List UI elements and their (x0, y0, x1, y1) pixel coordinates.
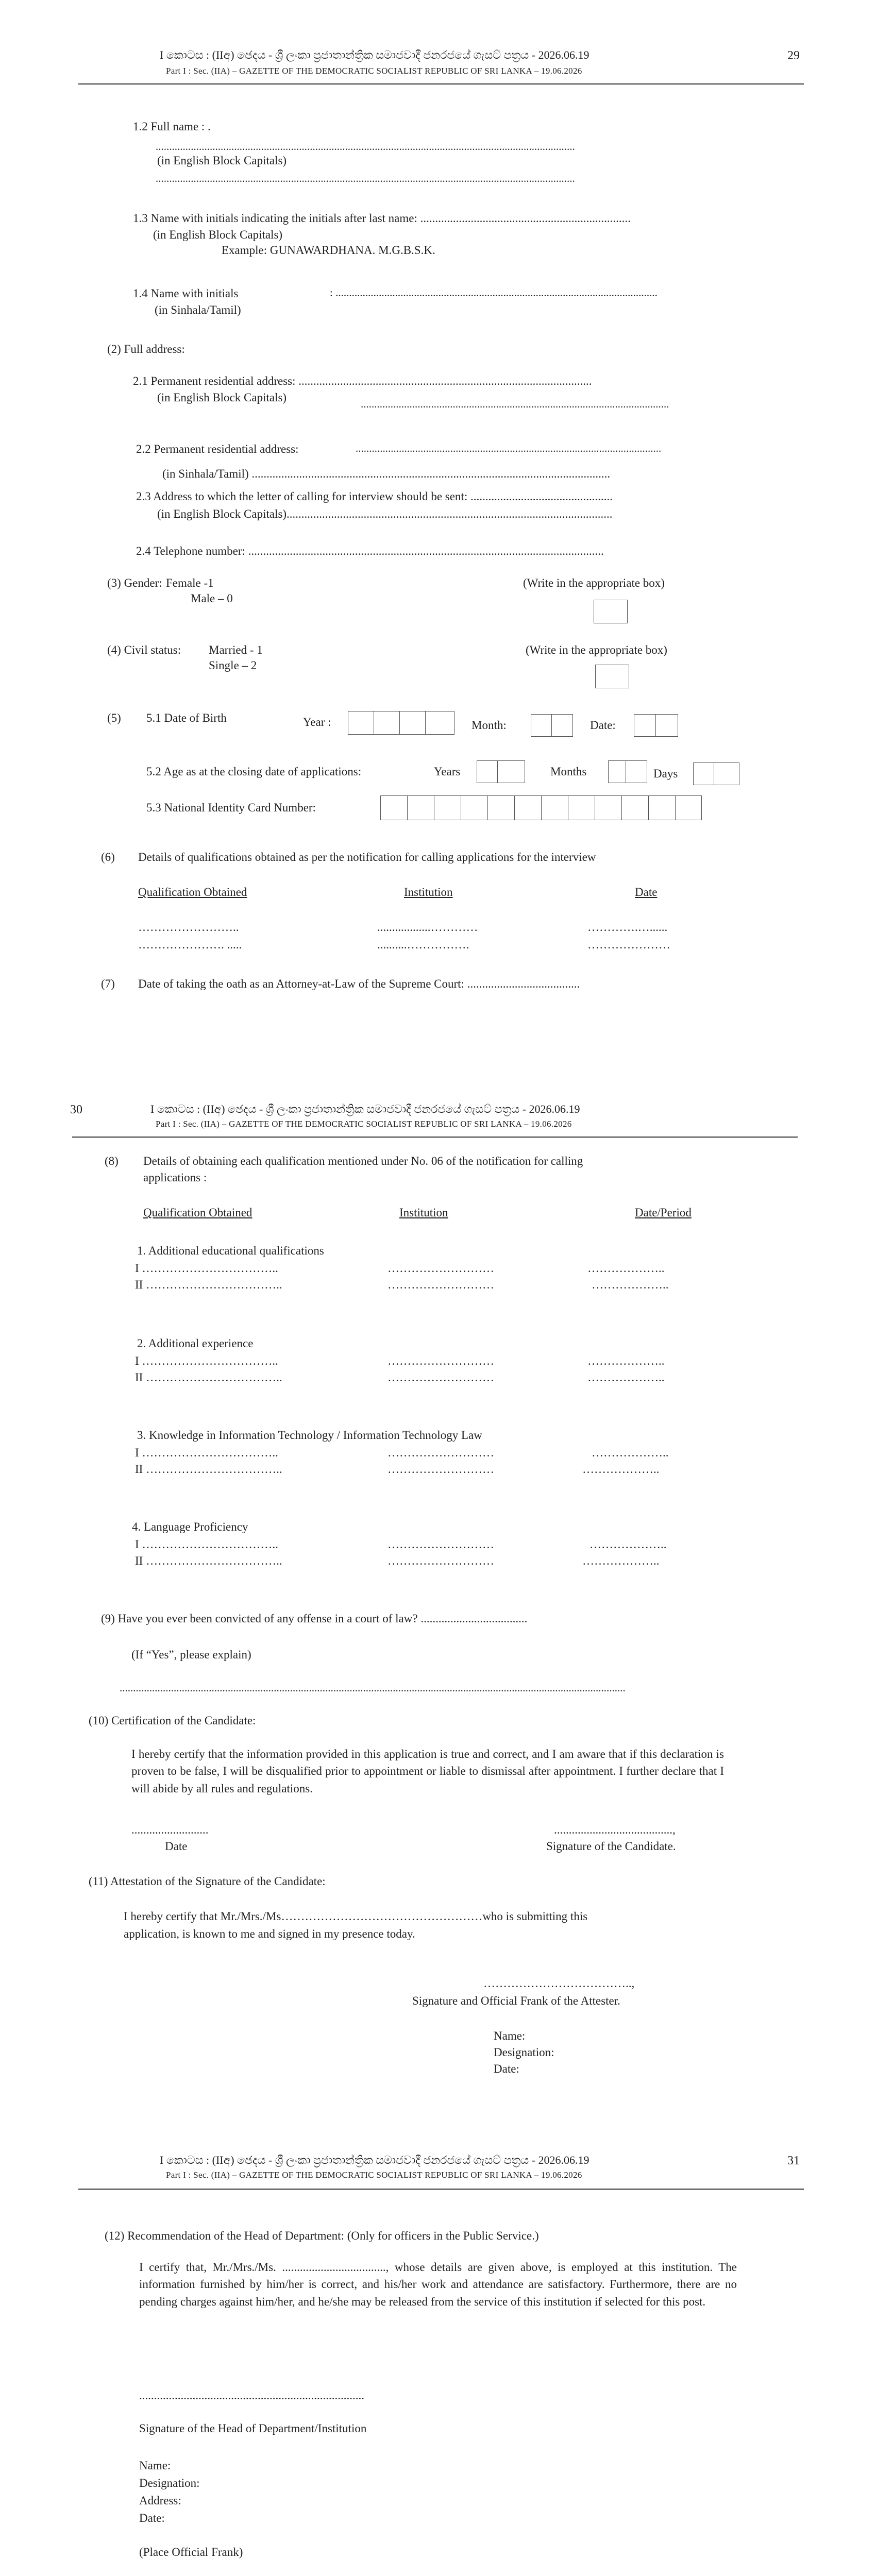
year-digit-box[interactable] (348, 711, 375, 735)
english-block-21: (in English Block Capitals) (157, 391, 287, 404)
full-name-dots: ........................................................................................................................................................... (156, 140, 575, 152)
certification-text: I hereby certify that the information provided in this application is true and correct, and I am aware that if this declaration is proven to be false, I will be disqualified prior to appointment or liable to dismissal after appointment. I further declare that I will abide by all rules and regulations. (131, 1748, 724, 1795)
full-name-dots-2: ........................................................................................................................................................... (156, 172, 575, 184)
row-ii-date: ……………….. (587, 1371, 665, 1384)
col-institution: Institution (399, 1206, 448, 1219)
name-initials-14-label: 1.4 Name with initials (133, 287, 239, 300)
attester-signature-dots: ……………………………….., (483, 1977, 635, 1990)
years-digit-box[interactable] (497, 760, 525, 783)
nic-digit-box[interactable] (568, 795, 596, 820)
nic-digit-box[interactable] (380, 795, 408, 820)
days-digit-box[interactable] (714, 762, 739, 785)
head-address: Address: (139, 2494, 181, 2507)
gazette-header-title: I කොටස : (IIඅ) ඡෙදය - ශ්‍රී ලංකා ප්‍රජාතාන්ත්‍රික සමාජවාදී ජනරජයේ ගැසට් පත්‍රය - 2026.06.19 (150, 1103, 580, 1115)
section-it-knowledge: 3. Knowledge in Information Technology / Information Technology Law (137, 1429, 482, 1442)
qual-row-1-col-1: …………………….. (138, 921, 239, 934)
header-rule (78, 83, 804, 84)
row-ii: II …………………………….. (135, 1371, 282, 1384)
col-date: Date (635, 886, 658, 899)
attestation-text-2: application, is known to me and signed in my presence today. (124, 1927, 415, 1940)
item-8-text-cont: applications : (143, 1171, 207, 1184)
write-box-note-2: (Write in the appropriate box) (526, 643, 667, 656)
row-ii-institution: ……………………… (388, 1278, 494, 1291)
nic-digit-box[interactable] (541, 795, 569, 820)
nic-digit-box[interactable] (487, 795, 515, 820)
page-number: 30 (70, 1103, 82, 1116)
row-i: I …………………………….. (135, 1354, 278, 1367)
days-label: Days (653, 767, 678, 780)
year-digit-box[interactable] (399, 711, 426, 735)
row-i-institution: ……………………… (388, 1538, 494, 1551)
attester-signature-label: Signature and Official Frank of the Attester. (412, 1994, 620, 2007)
gender-male: Male – 0 (191, 592, 233, 605)
month-label: Month: (471, 719, 507, 732)
page-number: 29 (787, 49, 800, 62)
month-digit-box[interactable] (531, 714, 552, 737)
date-label: Date (165, 1840, 188, 1853)
item-5-number: (5) (107, 711, 121, 724)
full-name-label: 1.2 Full name : . (133, 120, 211, 133)
section-language: 4. Language Proficiency (132, 1520, 248, 1533)
date-digit-box[interactable] (634, 714, 656, 737)
qual-row-1-col-2: ..................………… (377, 921, 478, 934)
header-rule (78, 2189, 804, 2190)
official-frank-note: (Place Official Frank) (139, 2546, 243, 2558)
month-digit-box[interactable] (551, 714, 573, 737)
civil-status-label: (4) Civil status: (107, 643, 181, 656)
example-text: Example: GUNAWARDHANA. M.G.B.S.K. (222, 244, 435, 257)
nic-digit-box[interactable] (434, 795, 462, 820)
gender-box[interactable] (594, 600, 628, 623)
full-address-label: (2) Full address: (107, 343, 185, 355)
row-i-institution: ……………………… (388, 1262, 494, 1275)
row-ii-date: ……………….. (592, 1278, 669, 1291)
item-10-heading: (10) Certification of the Candidate: (89, 1714, 256, 1727)
gazette-header-title: I කොටස : (IIඅ) ඡෙදය - ශ්‍රී ලංකා ප්‍රජාතාන්ත්‍රික සමාජවාදී ජනරජයේ ගැසට් පත්‍රය - 2026.06.19 (160, 48, 589, 61)
year-digit-box[interactable] (374, 711, 400, 735)
perm-address-22: 2.2 Permanent residential address: (136, 443, 299, 455)
civil-single: Single – 2 (209, 659, 257, 672)
row-i-date: ……………….. (587, 1354, 665, 1367)
nic-digit-box[interactable] (595, 795, 622, 820)
sinhala-tamil-note: (in Sinhala/Tamil) (155, 303, 241, 316)
qual-row-2-col-3: ………………… (587, 938, 670, 951)
row-i-date: ……………….. (592, 1446, 669, 1459)
telephone-label: 2.4 Telephone number: ........................................................................................................................ (136, 545, 604, 557)
qual-row-2-col-1: …………………. ..... (138, 938, 242, 951)
item-9-text: (9) Have you ever been convicted of any offense in a court of law? .................................... (101, 1612, 528, 1625)
row-ii-institution: ……………………… (388, 1554, 494, 1567)
qual-row-1-col-3: ………….…...... (587, 921, 668, 934)
item-8-text: Details of obtaining each qualification mentioned under No. 06 of the notification for calling (143, 1155, 583, 1167)
name-initials-label: 1.3 Name with initials indicating the initials after last name: ....................................................................... (133, 212, 631, 225)
recommendation-text: I certify that, Mr./Mrs./Ms. ..................................., whose details are given above, is employed at this institution. The information furnished by him/her is correct, and his/her work and attendance are satisfactory. Furthermore, there are no pending charges against him/her, and he/she may be released from the service of this institution if selected for this post. (139, 2261, 737, 2308)
date-dots: .......................... (131, 1823, 209, 1836)
english-block-note: (in English Block Capitals) (157, 154, 287, 167)
years-label: Years (434, 765, 461, 778)
write-box-note-1: (Write in the appropriate box) (523, 577, 665, 589)
row-i-date: ……………….. (589, 1538, 667, 1551)
row-i: I …………………………….. (135, 1446, 278, 1459)
row-ii-date: ……………….. (582, 1463, 660, 1476)
name-initials-14-dots: : ....................................................................................................................... (330, 286, 658, 299)
nic-digit-box[interactable] (621, 795, 649, 820)
nic-digit-box[interactable] (648, 795, 676, 820)
gender-female: Female -1 (166, 577, 214, 589)
head-designation: Designation: (139, 2477, 200, 2489)
col-date-period: Date/Period (635, 1206, 692, 1219)
row-ii: II …………………………….. (135, 1463, 282, 1476)
date-label: Date: (590, 719, 616, 732)
year-label: Year : (303, 716, 331, 728)
age-label: 5.2 Age as at the closing date of applications: (146, 765, 362, 778)
head-signature-label: Signature of the Head of Department/Institution (139, 2422, 367, 2435)
item-11-heading: (11) Attestation of the Signature of the Candidate: (89, 1875, 326, 1888)
page-number: 31 (787, 2154, 800, 2167)
year-digit-box[interactable] (425, 711, 454, 735)
years-digit-box[interactable] (477, 760, 498, 783)
perm-address-22-dots: ................................................................................................................. (356, 442, 662, 454)
months-digit-box[interactable] (626, 760, 647, 783)
if-yes-explain: (If “Yes”, please explain) (131, 1648, 251, 1661)
section-additional-education: 1. Additional educational qualifications (137, 1244, 324, 1257)
row-ii-institution: ……………………… (388, 1371, 494, 1384)
english-block-note-13: (in English Block Capitals) (153, 228, 283, 241)
row-i-institution: ……………………… (388, 1446, 494, 1459)
gazette-header-subtitle: Part I : Sec. (IIA) – GAZETTE OF THE DEMOCRATIC SOCIALIST REPUBLIC OF SRI LANKA – 19.06.2026 (166, 66, 582, 76)
item-6-number: (6) (101, 851, 115, 863)
item-8-number: (8) (105, 1155, 119, 1167)
gazette-header-title: I කොටස : (IIඅ) ඡෙදය - ශ්‍රී ලංකා ප්‍රජාතාන්ත්‍රික සමාජවාදී ජනරජයේ ගැසට් පත්‍රය - 2026.06.19 (160, 2154, 589, 2166)
months-label: Months (550, 765, 587, 778)
nic-digit-box[interactable] (675, 795, 702, 820)
item-6-text: Details of qualifications obtained as per the notification for calling applications for the interview (138, 851, 596, 863)
address-23: 2.3 Address to which the letter of calling for interview should be sent: ................................................ (136, 490, 613, 503)
row-ii: II …………………………….. (135, 1554, 282, 1567)
sinhala-22: (in Sinhala/Tamil) ......................................................................................................................... (162, 467, 611, 480)
head-date: Date: (139, 2512, 165, 2524)
col-qualification: Qualification Obtained (143, 1206, 252, 1219)
qual-row-2-col-2: ..........……………. (377, 938, 469, 951)
signature-dots: ........................................, (554, 1823, 676, 1836)
item-7-text: Date of taking the oath as an Attorney-at-Law of the Supreme Court: ...................................... (138, 977, 580, 990)
item-12-heading: (12) Recommendation of the Head of Department: (Only for officers in the Public Service.) (105, 2229, 539, 2242)
explain-dots: ........................................................................................................................................................................................... (120, 1682, 626, 1694)
civil-status-box[interactable] (595, 665, 629, 688)
row-ii: II …………………………….. (135, 1278, 282, 1291)
row-i: I …………………………….. (135, 1538, 278, 1551)
dob-label: 5.1 Date of Birth (146, 711, 227, 724)
nic-digit-box[interactable] (514, 795, 542, 820)
head-name: Name: (139, 2459, 171, 2472)
col-qualification: Qualification Obtained (138, 886, 247, 899)
col-institution: Institution (404, 886, 453, 899)
row-i-date: ……………….. (587, 1262, 665, 1275)
date-digit-box[interactable] (655, 714, 678, 737)
attester-name: Name: (494, 2029, 526, 2042)
civil-married: Married - 1 (209, 643, 263, 656)
gazette-header-subtitle: Part I : Sec. (IIA) – GAZETTE OF THE DEMOCRATIC SOCIALIST REPUBLIC OF SRI LANKA – 19.06.2026 (156, 1119, 572, 1129)
signature-of-candidate: Signature of the Candidate. (546, 1840, 676, 1853)
row-i: I …………………………….. (135, 1262, 278, 1275)
header-rule (72, 1137, 798, 1138)
days-digit-box[interactable] (693, 762, 715, 785)
perm-address-21: 2.1 Permanent residential address: ................................................................................................... (133, 375, 592, 387)
attester-date: Date: (494, 2062, 519, 2075)
gazette-header-subtitle: Part I : Sec. (IIA) – GAZETTE OF THE DEMOCRATIC SOCIALIST REPUBLIC OF SRI LANKA – 19.06.2026 (166, 2170, 582, 2180)
english-block-23: (in English Block Capitals).............................................................................................................. (157, 507, 613, 520)
row-ii-date: ……………….. (582, 1554, 660, 1567)
nic-digit-box[interactable] (461, 795, 488, 820)
gender-label: (3) Gender: (107, 577, 162, 589)
head-signature-dots: ............................................................................ (139, 2389, 364, 2402)
item-7-number: (7) (101, 977, 115, 990)
perm-address-21-dots: .................................................................................................................. (361, 398, 669, 410)
nic-label: 5.3 National Identity Card Number: (146, 801, 316, 814)
nic-digit-box[interactable] (407, 795, 435, 820)
section-additional-experience: 2. Additional experience (137, 1337, 254, 1350)
attester-designation: Designation: (494, 2046, 554, 2059)
row-ii-institution: ……………………… (388, 1463, 494, 1476)
attestation-text-1: I hereby certify that Mr./Mrs./Ms……………………………………………who is submitting this (124, 1910, 588, 1923)
months-digit-box[interactable] (608, 760, 627, 783)
row-i-institution: ……………………… (388, 1354, 494, 1367)
